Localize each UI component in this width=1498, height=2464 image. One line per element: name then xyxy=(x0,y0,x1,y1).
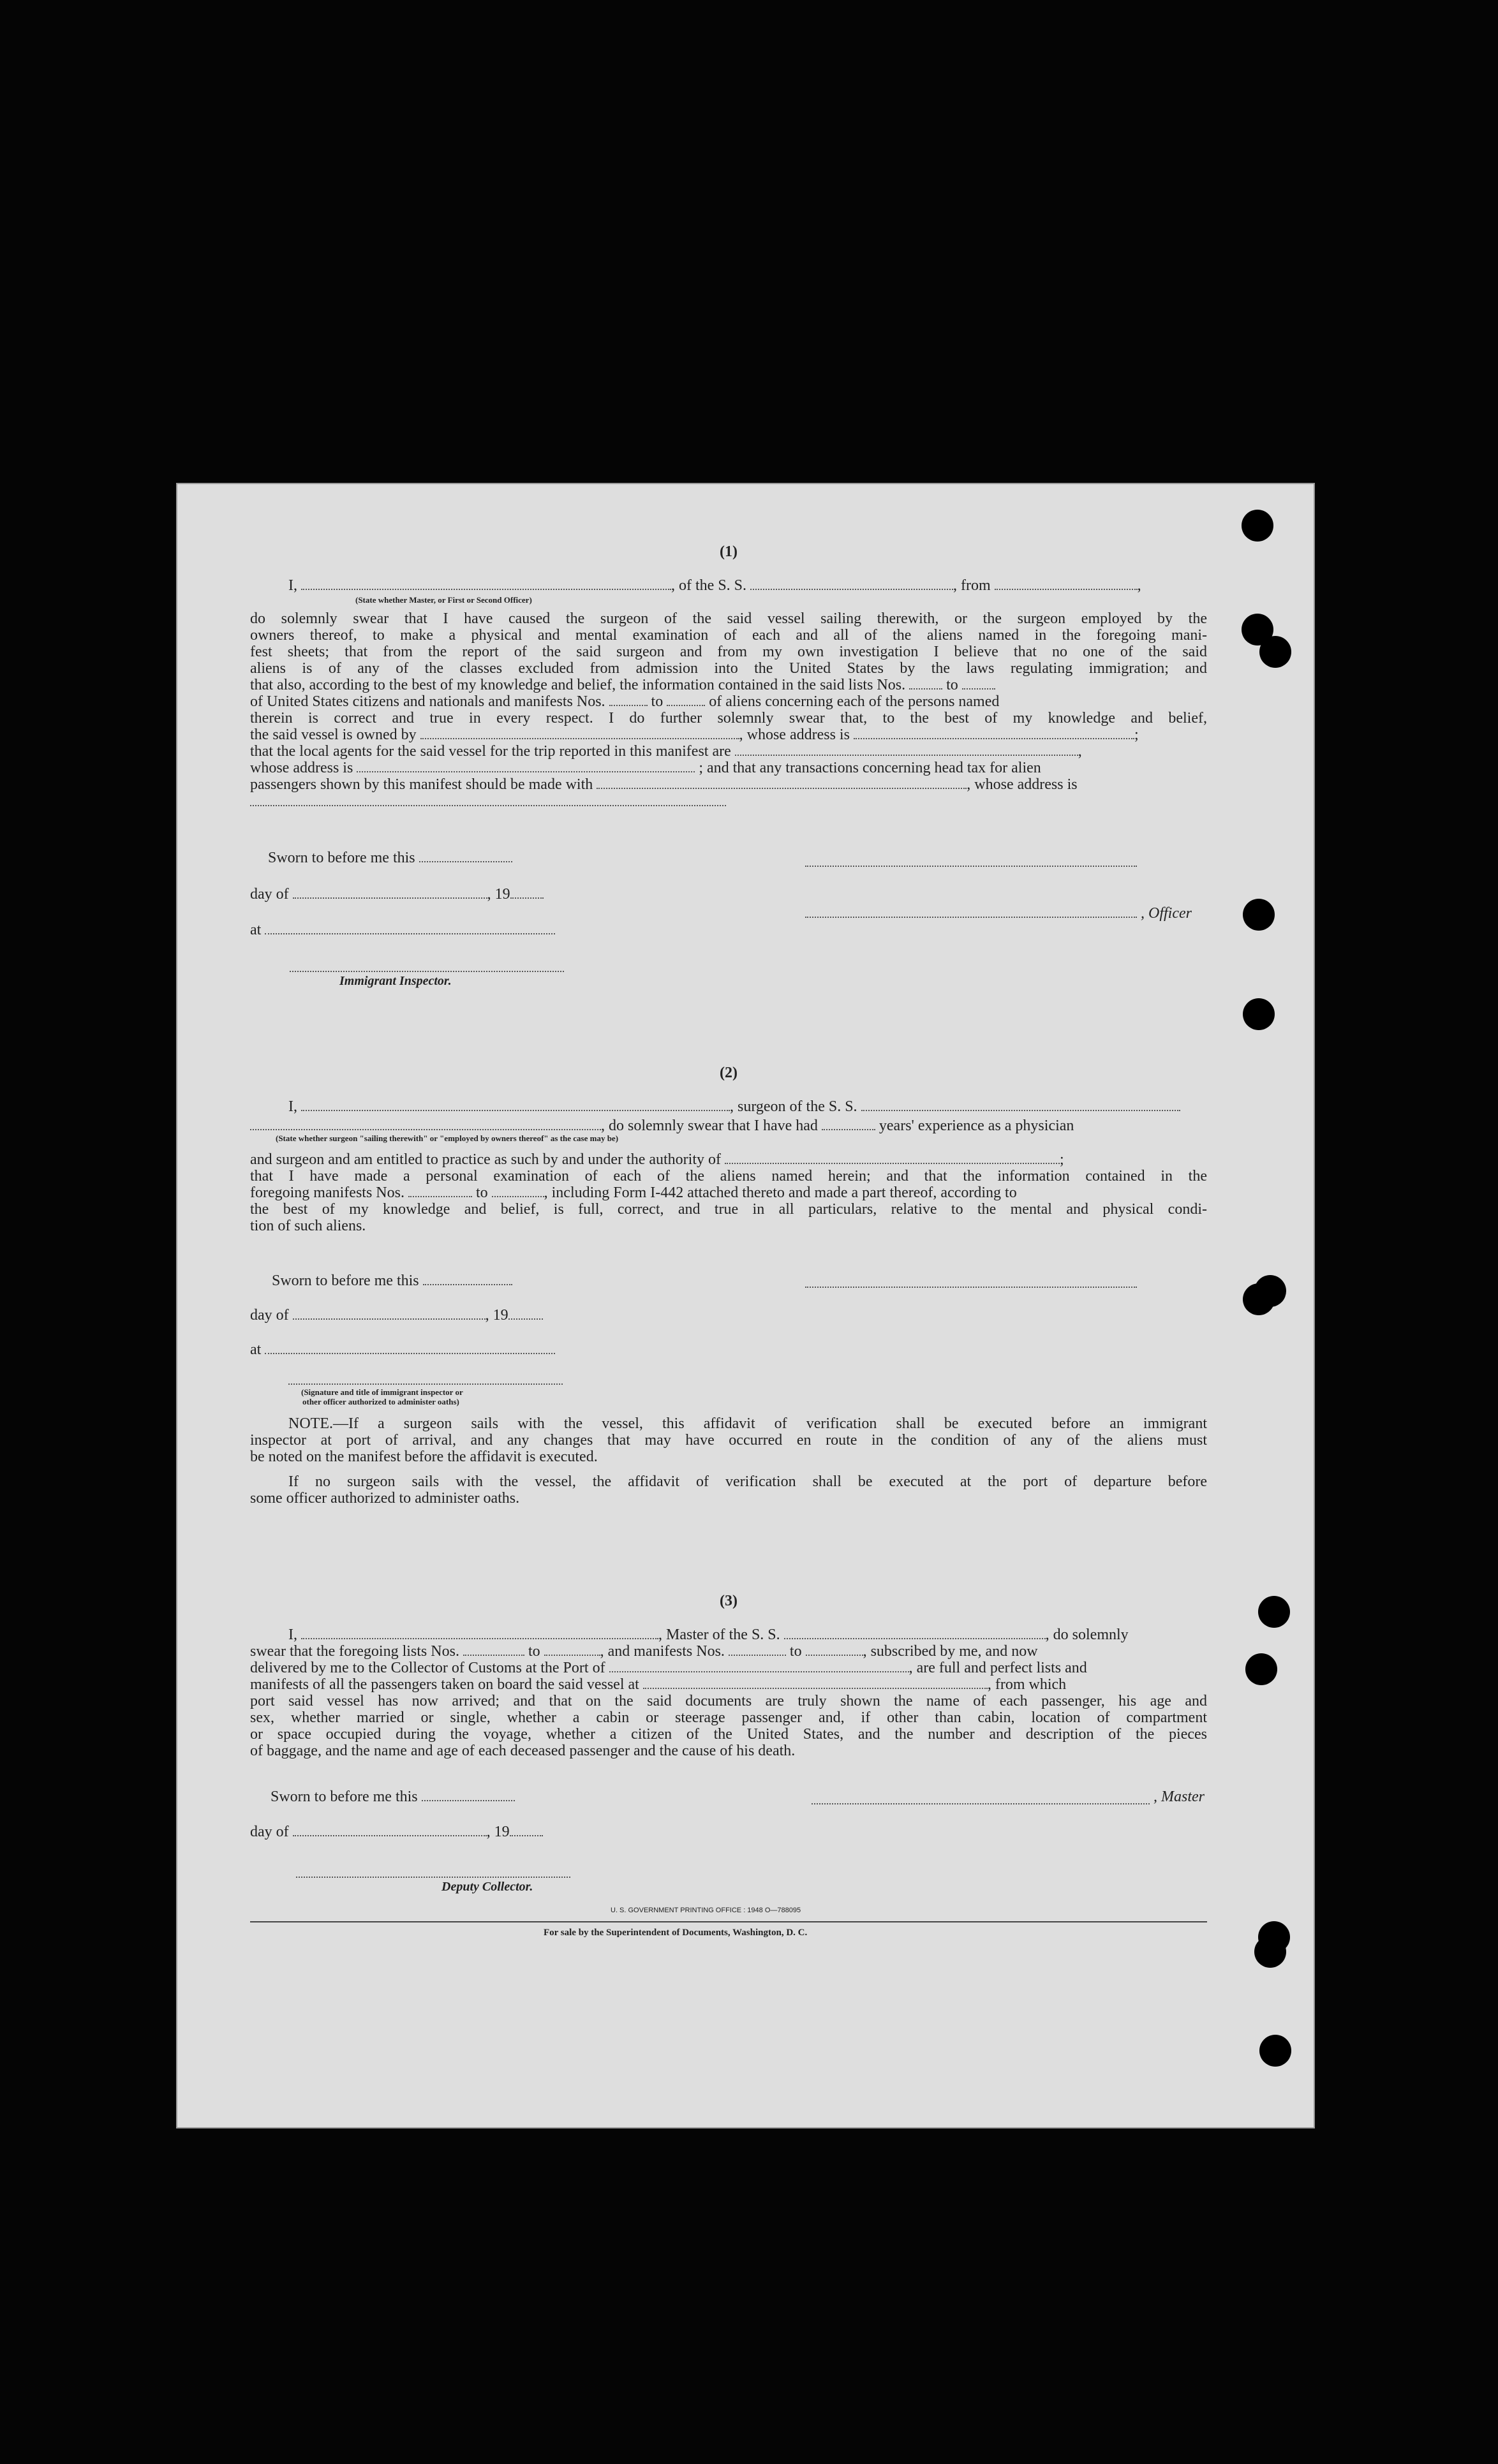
punch-hole xyxy=(1259,2035,1291,2067)
punch-hole xyxy=(1242,510,1273,542)
s3-sworn-day-field[interactable] xyxy=(422,1789,515,1801)
local-agents-field[interactable] xyxy=(735,743,1078,756)
section-1-line-12: passengers shown by this manifest should be made with , whose address is xyxy=(250,776,1078,793)
master-name-field[interactable] xyxy=(301,1627,658,1639)
manifests-from-field[interactable] xyxy=(609,693,648,706)
port-of-embarkation-field[interactable] xyxy=(643,1676,988,1689)
section-2-number: (2) xyxy=(720,1065,738,1081)
officer-signature-line[interactable] xyxy=(805,915,1137,918)
section-1-day-of: day of , 19 xyxy=(250,886,544,903)
section-2-line-3: and surgeon and am entitled to practice as such by and under the authority of ; xyxy=(250,1151,1064,1168)
section-2-line-6: the best of my knowledge and belief, is full, correct, and true in all particulars, relative to the mental and physical condi- xyxy=(250,1201,1207,1218)
head-tax-address-field[interactable] xyxy=(250,804,726,806)
collector-label: Deputy Collector. xyxy=(441,1880,533,1894)
s3-vessel-field[interactable] xyxy=(784,1627,1046,1639)
surgeon-caption: (State whether surgeon "sailing therewith" or "employed by owners thereof" as the case may be) xyxy=(276,1133,619,1143)
owner-address-field[interactable] xyxy=(854,727,1134,739)
section-2-line-4: that I have made a personal examination of each of the aliens named herein; and that the information contained in the xyxy=(250,1168,1207,1184)
s3-year-field[interactable] xyxy=(510,1824,543,1836)
lists-from-field[interactable] xyxy=(909,677,942,690)
printing-office-imprint: U. S. GOVERNMENT PRINTING OFFICE : 1948 O—788095 xyxy=(611,1907,801,1914)
place-field[interactable] xyxy=(265,922,555,934)
year-field[interactable] xyxy=(510,886,544,899)
s3-month-field[interactable] xyxy=(293,1824,487,1836)
s3-manifests-from-field[interactable] xyxy=(729,1643,786,1656)
inspector-signature-line[interactable] xyxy=(290,970,564,972)
section-2-line-7: tion of such aliens. xyxy=(250,1218,366,1234)
section-2-day-of: day of , 19 xyxy=(250,1307,543,1324)
authority-field[interactable] xyxy=(725,1151,1060,1164)
vessel-name-field[interactable] xyxy=(750,577,953,590)
s2-year-field[interactable] xyxy=(508,1307,543,1320)
section-1-line-10: that the local agents for the said vessel for the trip reported in this manifest are , xyxy=(250,743,1082,760)
section-3-line-3: delivered by me to the Collector of Customs at the Port of , are full and perfect lists and xyxy=(250,1660,1087,1676)
note-line-5: some officer authorized to administer oaths. xyxy=(250,1490,520,1507)
manifests-to-field[interactable] xyxy=(667,693,705,706)
section-1-sworn: Sworn to before me this xyxy=(268,850,512,866)
punch-hole xyxy=(1259,636,1291,668)
head-tax-contact-field[interactable] xyxy=(597,776,967,789)
collector-signature-line[interactable] xyxy=(296,1875,570,1878)
section-3-line-1: I, , Master of the S. S. , do solemnly xyxy=(288,1627,1129,1643)
owner-field[interactable] xyxy=(420,727,739,739)
master-label: , Master xyxy=(1153,1789,1205,1805)
section-3-sworn: Sworn to before me this xyxy=(271,1789,515,1805)
section-3-line-4: manifests of all the passengers taken on board the said vessel at , from which xyxy=(250,1676,1067,1693)
inspector-label: Immigrant Inspector. xyxy=(339,974,452,988)
lists-to-field[interactable] xyxy=(962,677,995,690)
punch-hole xyxy=(1258,1596,1290,1628)
punch-hole xyxy=(1254,1275,1286,1307)
section-1-at: at xyxy=(250,922,555,938)
sworn-day-field[interactable] xyxy=(419,850,512,862)
section-2-line-1: I, , surgeon of the S. S. xyxy=(250,1098,1207,1115)
section-1-line-1: I, , of the S. S. , from , xyxy=(288,577,1141,594)
s3-manifests-to-field[interactable] xyxy=(806,1643,863,1656)
surgeon-status-field[interactable] xyxy=(250,1118,601,1130)
section-1-line-6: that also, according to the best of my knowledge and belief, the information contained in the said lists Nos. to xyxy=(250,677,1207,693)
section-1-line-5: aliens is of any of the classes excluded from admission into the United States by the laws regulating immigration; and xyxy=(250,660,1207,677)
document-page xyxy=(176,483,1315,2128)
rank-caption: (State whether Master, or First or Second Officer) xyxy=(355,595,532,605)
note-line-2: inspector at port of arrival, and any changes that may have occurred en route in the condition of any of the aliens must xyxy=(250,1432,1207,1449)
s2-signature-caption-1: (Signature and title of immigrant inspector or xyxy=(301,1387,463,1397)
surgeon-name-field[interactable] xyxy=(301,1098,730,1111)
section-3-line-7: or space occupied during the voyage, whether a citizen of the United States, and the number and description of the pieces xyxy=(250,1726,1207,1743)
s2-signature-caption-2: other officer authorized to administer oaths) xyxy=(302,1397,459,1406)
footer-rule xyxy=(250,1921,1207,1922)
note-line-4: If no surgeon sails with the vessel, the affidavit of verification shall be executed at the port of departure before xyxy=(288,1473,1207,1490)
section-1-line-3: owners thereof, to make a physical and mental examination of each and all of the aliens named in the foregoing mani- xyxy=(250,627,1207,644)
section-2-at: at xyxy=(250,1341,555,1358)
section-3-line-2: swear that the foregoing lists Nos. to , and manifests Nos. to , subscribed by me, and now xyxy=(250,1643,1038,1660)
s2-manifests-from-field[interactable] xyxy=(408,1184,472,1197)
s2-month-field[interactable] xyxy=(293,1307,486,1320)
section-1-line-4: fest sheets; that from the report of the said surgeon and from my own investigation I believe that no one of the said xyxy=(250,644,1207,660)
section-2-line-5: foregoing manifests Nos. to , including Form I-442 attached thereto and made a part thereof, according to xyxy=(250,1184,1017,1201)
master-signature-line[interactable] xyxy=(812,1802,1150,1804)
section-3-line-5: port said vessel has now arrived; and that on the said documents are truly shown the name of each passenger, his age and xyxy=(250,1693,1207,1709)
section-3-line-6: sex, whether married or single, whether a cabin or steerage passenger and, if other than cabin, location of compartment xyxy=(250,1709,1207,1726)
for-sale-notice: For sale by the Superintendent of Documents, Washington, D. C. xyxy=(544,1928,808,1938)
section-1-line-7: of United States citizens and nationals and manifests Nos. to of aliens concerning each of the persons named xyxy=(250,693,1000,710)
month-field[interactable] xyxy=(293,886,487,899)
punch-hole xyxy=(1243,899,1275,931)
s3-lists-to-field[interactable] xyxy=(544,1643,600,1656)
port-of-arrival-field[interactable] xyxy=(609,1660,909,1672)
section-1-line-11: whose address is ; and that any transactions concerning head tax for alien xyxy=(250,760,1041,776)
surgeon-vessel-field[interactable] xyxy=(861,1098,1180,1111)
note-line-3: be noted on the manifest before the affidavit is executed. xyxy=(250,1449,598,1465)
note-line-1: NOTE.—If a surgeon sails with the vessel, this affidavit of verification shall be executed before an immigrant xyxy=(288,1415,1207,1432)
punch-hole xyxy=(1243,998,1275,1030)
section-2-line-2: , do solemnly swear that I have had years' experience as a physician xyxy=(250,1118,1207,1134)
officer-name-line[interactable] xyxy=(805,864,1137,867)
section-1-line-2: do solemnly swear that I have caused the surgeon of the said vessel sailing therewith, or the surgeon employed by the xyxy=(250,610,1207,627)
from-port-field[interactable] xyxy=(995,577,1138,590)
surgeon-signature-line[interactable] xyxy=(805,1285,1137,1288)
s2-officer-signature-line[interactable] xyxy=(288,1382,563,1385)
s2-manifests-to-field[interactable] xyxy=(492,1184,544,1197)
rank-field[interactable] xyxy=(301,577,671,590)
s2-sworn-day-field[interactable] xyxy=(423,1273,512,1285)
section-1-line-8: therein is correct and true in every respect. I do further solemnly swear that, to the best of my knowledge and belief, xyxy=(250,710,1207,727)
officer-label: , Officer xyxy=(1141,905,1192,922)
section-1-number: (1) xyxy=(720,543,738,560)
section-3-line-8: of baggage, and the name and age of each deceased passenger and the cause of his death. xyxy=(250,1743,796,1759)
section-3-day-of: day of , 19 xyxy=(250,1824,543,1840)
s2-place-field[interactable] xyxy=(265,1341,555,1354)
s3-lists-from-field[interactable] xyxy=(463,1643,524,1656)
section-2-sworn: Sworn to before me this xyxy=(272,1273,512,1289)
punch-hole xyxy=(1245,1653,1277,1685)
section-3-number: (3) xyxy=(720,1593,738,1609)
agents-address-field[interactable] xyxy=(357,760,695,772)
punch-hole xyxy=(1254,1936,1286,1968)
section-1-line-9: the said vessel is owned by , whose address is ; xyxy=(250,727,1139,743)
years-experience-field[interactable] xyxy=(822,1118,875,1130)
